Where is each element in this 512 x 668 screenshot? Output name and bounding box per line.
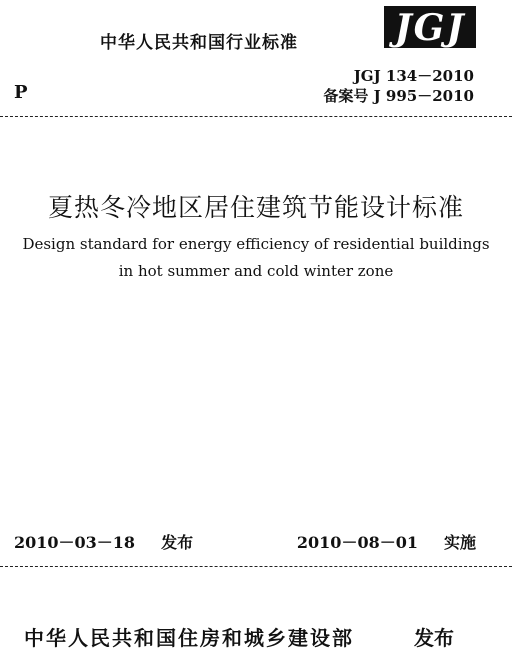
standard-title-chinese: 夏热冬冷地区居住建筑节能设计标准 xyxy=(47,193,464,222)
issue-label: 发布 xyxy=(161,533,194,552)
standard-number: JGJ 134－2010 xyxy=(353,67,474,85)
publisher-action: 发布 xyxy=(414,626,454,650)
implement-label: 实施 xyxy=(443,533,476,552)
implement-date: 2010－08－01 xyxy=(296,533,418,552)
svg-text:JGJ: JGJ xyxy=(394,7,466,48)
issue-date-block xyxy=(14,530,193,553)
top-divider xyxy=(0,116,512,117)
issuer-title: 中华人民共和国行业标准 xyxy=(100,33,298,53)
standard-title-english-line1: Design standard for energy efficiency of residential buildings xyxy=(22,235,490,253)
jgj-logo xyxy=(384,6,476,48)
standard-code-block xyxy=(323,66,474,106)
issue-date: 2010－03－18 xyxy=(14,533,136,552)
implement-date-block xyxy=(297,530,476,553)
category-letter: P xyxy=(14,82,28,103)
standard-title-english-line2: in hot summer and cold winter zone xyxy=(118,262,394,280)
bottom-divider xyxy=(0,566,512,567)
record-number: 备案号 J 995－2010 xyxy=(323,87,474,105)
publisher-name: 中华人民共和国住房和城乡建设部 xyxy=(24,626,354,650)
